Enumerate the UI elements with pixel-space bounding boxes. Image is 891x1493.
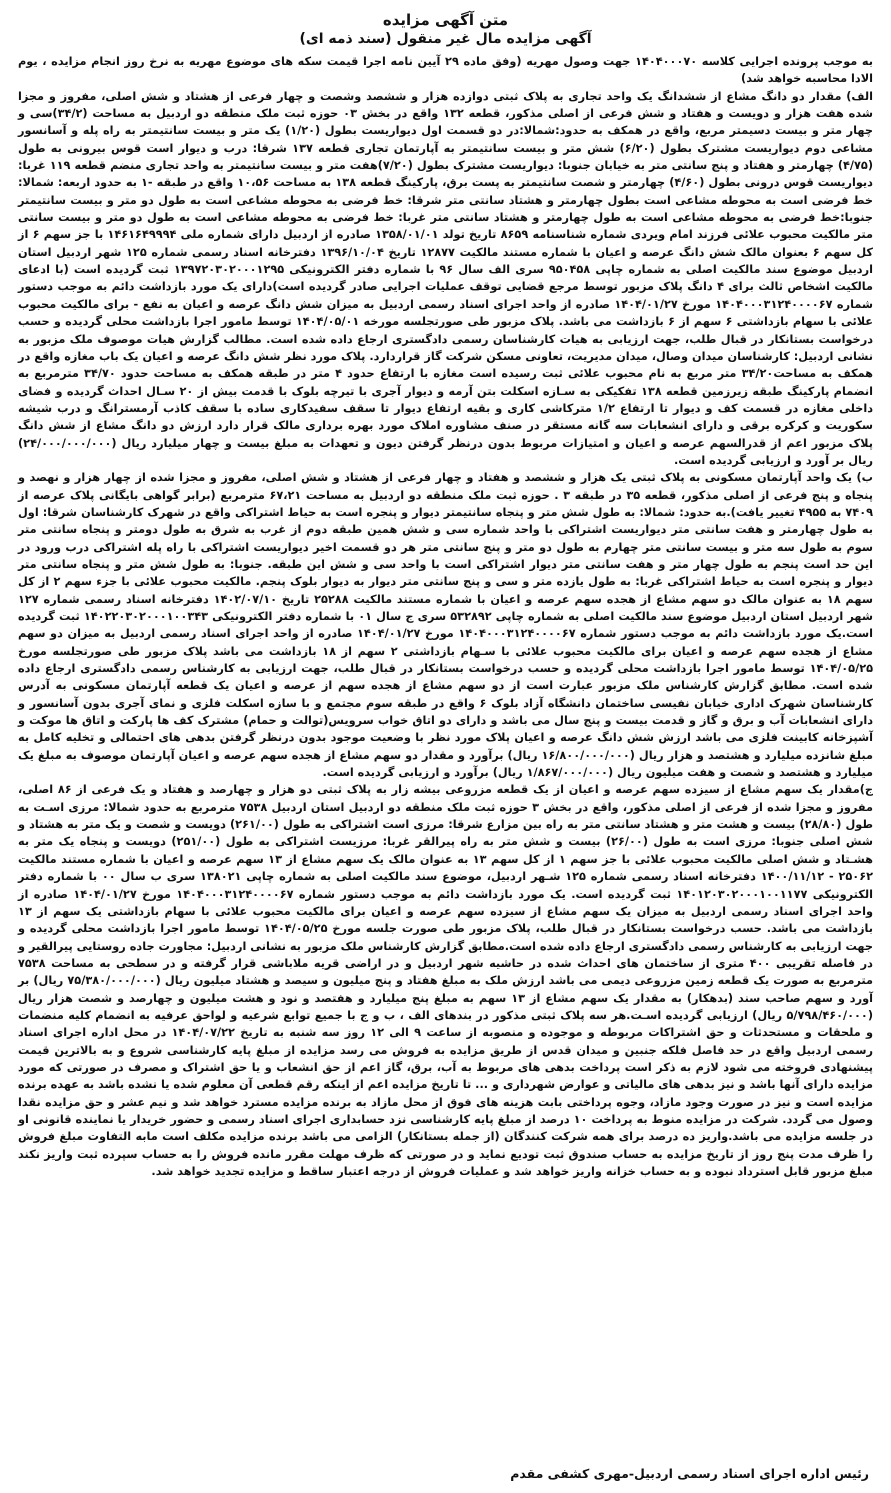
- notice-header: [18, 10, 873, 49]
- notice-title: متن آگهی مزایده: [382, 11, 509, 29]
- notice-subtitle: آگهی مزایده مال غیر منقول (سند ذمه ای): [299, 31, 592, 47]
- paragraph-a: الف) مقدار دو دانگ مشاع از ششدانگ یک واحد تجاری به پلاک ثبتی دوازده هزار و ششصد وشصت و چهار فرعی از هشتاد و شش اصلی، مفروز و مجزا شده هفت هزار و دویست و هفتاد و شش فرعی از اصلی مذکور، قطعه ۱۳۲ واقع در بخش ۰۳ حوزه ثبت ملک منطقه دو اردبیل به مساحت (۳۴/۲)سی و چهار متر و بیست دسیمتر مربع، واقع در همکف به حدود:شمالا:در دو قسمت اول دیواریست بطول (۱/۲۰) یک متر و بیست سانتیمتر به راه پله و آسانسور مشاعی دوم دیواریست مشترک بطول (۶/۲۰) شش متر و بیست سانتیمتر به آپارتمان تجاری قطعه ۱۳۷ شرقا: درب و دیوار است قوس بیرونی به طول (۴/۷۵) چهارمتر و هفتاد و پنج سانتی متر به خیابان جنوبا: دیواریست مشترک بطول (۷/۲۰)هفت متر و بیست سانتیمتر به واحد تجاری منضم قطعه ۱۱۹ غربا: دیواریست قوس درونی بطول (۴/۶۰) چهارمتر و شصت سانتیمتر به پست برق، پارکینگ قطعه ۱۳۸ به مساحت ۱۰،۵۶ واقع در طبقه -۱ به حدود اربعه: شمالا: خط فرضی است به محوطه مشاعی است بطول چهارمتر و هشتاد سانتی متر شرقا: خط فرضی به محوطه مشاعی است به طول دو متر و بیست سانتیمتر جنوبا:خط فرضی به محوطه مشاعی است به طول چهارمتر و هشتاد سانتی متر غربا: خط فرضی به محوطه مشاعی است به طول دو متر و بیست سانتی متر مالکیت محبوب علائی فرزند امام ویردی شماره شناسنامه ۸۶۵۹ تاریخ تولد ۱۳۵۸/۰۱/۰۱ صادره از اردبیل دارای شماره ملی ۱۴۶۱۶۴۹۹۹۴ با جز سهم ۶ از کل سهم ۶ بعنوان مالک شش دانگ عرصه و اعیان با شماره مستند مالکیت ۱۲۸۷۷ تاریخ ۱۳۹۶/۱۰/۰۴ دفترخانه اسناد رسمی شماره ۱۲۵ شهر اردبیل استان اردبیل موضوع سند مالکیت اصلی به شماره چاپی ۹۵۰۴۵۸ سری الف سال ۹۶ با شماره دفتر الکترونیکی ۱۳۹۷۲۰۳۰۲۰۰۰۱۲۹۵ ثبت گردیده است (با ادعای مالکیت اشخاص ثالث برای ۴ دانگ پلاک مزبور توسط مرجع قضایی توقف عملیات اجرایی صادر گردیده است)دارای یک مورد بازداشت دائم به موجب دستور شماره ۱۴۰۴۰۰۰۳۱۲۴۰۰۰۰۶۷ مورخ ۱۴۰۴/۰۱/۲۷ صادره از واحد اجرای اسناد رسمی اردبیل به میزان شش دانگ عرصه و اعیان به نفع - برای مالکیت محبوب علائی با سهام بازداشتی ۶ سهم از ۶ بازداشت می باشد. پلاک مزبور طی صورتجلسه مورخه ۱۴۰۴/۰۵/۰۱ توسط مامور اجرا بازداشت محلی گردیده و حسب درخواست بستانکار در قبال طلب، جهت ارزیابی به هیات کارشناسان رسمی دادگستری ارجاع داده شده است. مطالب گزارش هیات موصوف ملک مزبور به نشانی اردبیل: کارشناسان میدان وصال، میدان مدیریت، تعاونی مسکن شرکت گاز قراردارد. پلاک مورد نظر شش دانگ عرصه و اعیان یک باب مغازه واقع در همکف به مساحت۳۴/۲۰ متر مربع به نام محبوب علائی ثبت رسیده است مغازه با ارتفاع حدود ۴ متر در طبقه همکف به مساحت حدود ۳۴/۷۰ مترمربع به انضمام پارکینگ طبقه زیرزمین قطعه ۱۳۸ تفکیکی به سـازه اسکلت بتن آرمه و دیوار آجری با تیرچه بلوک با قدمت بیش از ۲۰ سـال احداث گردیده و فضای داخلی مغازه در قسمت کف و دیوار تا ارتفاع ۱/۲ مترکاشی کاری و بقیه ارتفاع دیوار تا سقف سفیدکاری ساده با سقف کاذب آرمسترانگ و درب شیشه سکوریت و کرکره برقی و دارای انشعابات سه گانه مستقر در صنف مشاوره املاک مورد بهره برداری مالک قرار دارد ارزش دو دانگ مشاع از شش دانگ پلاک مزبور اعم از قدرالسهم عرصه و اعیان و امتیازات مربوط بدون درنظر گرفتن دیون و تعهدات به مبلغ بیست و چهار میلیارد ریال (۲۴/۰۰۰/۰۰۰/۰۰۰) ریال بر آورد و ارزیابی گردیده است.: [18, 89, 874, 467]
- paragraph-b: ب) یک واحد آپارتمان مسکونی به پلاک ثبتی یک هزار و ششصد و هفتاد و چهار فرعی از هشتاد و شش اصلی، مفروز و مجزا شده از چهار هزار و نهصد و پنجاه و پنج فرعی از اصلی مذکور، قطعه ۳۵ در طبقه ۳ . حوزه ثبت ملک منطقه دو اردبیل به مساحت ۶۷،۲۱ مترمربع (برابر گواهی بایگانی پلاک عرصه از ۷۴۰۹ به ۴۹۵۵ تغییر یافت).به حدود: شمالا: به طول شش متر و پنجاه سانتیمتر دیوار و پنجره است به حیاط اشتراکی واقع در شهرک کارشناسان شرقا: اول به طول چهارمتر و هفت سانتی متر دیواریست اشتراکی با واحد شماره سی و شش همین طبقه دوم از غرب به شرق به طول دومتر و پنجاه سانتی متر سوم به طول سه متر و بیست سانتی متر چهارم به طول دو متر و پنج سانتی متر هر دو قسمت اخیر دیواریست اشتراکی با راه پله اشتراکی درب ورود در این حد است پنجم به طول چهار متر و هفت سانتی متر دیوار اشتراکی است با واحد سی و شش این طبقه. جنوبا: به طول شش متر و پنجاه سانتی متر دیوار و پنجره است به حیاط اشتراکی غربا: به طول یازده متر و سی و پنج سانتی متر دیوار به دیوار بلوک پنجم. مالکیت محبوب علائی با جزء سهم ۲ از کل سهم ۱۸ به عنوان مالک دو سهم مشاع از هجده سهم عرصه و اعیان با شماره مستند مالکیت ۲۵۲۸۸ تاریخ ۱۴۰۲/۰۷/۱۰ دفترخانه اسناد رسمی شماره ۱۲۷ شهر اردبیل استان اردبیل موضوع سند مالکیت اصلی به شماره چاپی ۵۳۲۸۹۲ سری ج سال ۰۱ با شماره دفتر الکترونیکی ۱۴۰۲۲۰۳۰۲۰۰۰۱۰۰۳۴۳ ثبت گردیده است.یک مورد بازداشت دائم به موجب دستور شماره ۱۴۰۴۰۰۰۳۱۲۴۰۰۰۰۶۷ مورخ ۱۴۰۴/۰۱/۲۷ صادره از واحد اجرای اسناد رسمی اردبیل به میزان دو سهم مشاع از هجده سهم عرصه و اعیان برای مالکیت محبوب علائی با سـهام بازداشتی ۲ سهم از ۱۸ بازداشت می باشد پلاک مزبور طی صورتجلسه مورخ ۱۴۰۴/۰۵/۲۵ توسط مامور اجرا بازداشت محلی گردیده و حسب درخواست بستانکار در قبال طلب، جهت ارزیابی به کارشناس رسمی دادگستری ارجاع داده شده است. مطابق گزارش کارشناس ملک مزبور عبارت است از دو سهم مشاع از هجده سهم از عرصه و اعیان یک قطعه آپارتمان مسکونی به آدرس کارشناسان شهرک اداری خیابان نفیسی ساختمان دانشگاه آزاد بلوک ۶ واقع در طبقه سوم مجتمع و با سازه اسکلت فلزی و نمای آجری بدون آسانسور و دارای انشعابات آب و برق و گاز و قدمت بیست و پنج سال می باشد و دارای دو اتاق خواب سرویس(توالت و حمام) مشترک کف ها پارکت و اتاق ها موکت و آشپزخانه کابینت فلزی می باشد ارزش شش دانگ عرصه و اعیان پلاک مورد نظر با وضعیت موجود بدون درنظر گرفتن بدهی های احتمالی و تخلیه کامل به مبلغ شانزده میلیارد و هشتصد و هزار ریال (۱۶/۸۰۰/۰۰۰/۰۰۰ ریال) برآورد و مقدار دو سهم مشاع از هجده سهم عرصه و اعیان آپارتمان موصوف به مبلغ یک میلیارد و هشتصد و شصت و هفت میلیون ریال (۱/۸۶۷/۰۰۰/۰۰۰ ریال) برآورد و ارزیابی گردیده است.: [18, 471, 873, 780]
- signature-line: رئیس اداره اجرای اسناد رسمی اردبیل-مهری کشفی مقدم: [510, 1466, 869, 1481]
- paragraph-c: ج)مقدار یک سهم مشاع از سیزده سهم عرصه و اعیان از یک قطعه مزروعی بیشه زار به پلاک ثبتی دو هزار و چهارصد و هفتاد و یک فرعی از ۸۶ اصلی، مفروز و مجزا شده از فرعی از اصلی مذکور، واقع در بخش ۳ حوزه ثبت ملک منطقه دو اردبیل استان اردبیل ۷۵۳۸ مترمربع به حدود شمالا: مرزی اسـت به طول (۲۸/۸۰) بیست و هشت متر و هشتاد سانتی متر به راه بین مزارع شرقا: مرزی است اشتراکی به طول (۲۶۱/۰۰) دویست و شصت و یک متر به هشتاد و شش اصلی جنوبا: مرزی است به طول (۲۶/۰۰) بیست و شش متر به راه پیرالقر غربا: مرزیست اشتراکی به طول (۲۵۱/۰۰) دویست و پنجاه یک متر به هشـتاد و شش اصلی مالکیت محبوب علائی با جز سهم ۱ از کل سهم ۱۳ به عنوان مالک یک سهم مشاع از ۱۳ سهم عرصه و اعیان با شماره مستند مالکیت ۲۵۰۶۲ - ۱۴۰۰/۱۱/۱۲ دفترخانه اسناد رسمی شماره ۱۲۵ شـهر اردبیل، موضوع سند مالکیت اصلی به شماره چاپی ۱۳۸۰۲۱ سری ب سال ۰۰ با شماره دفتر الکترونیکی ۱۴۰۱۲۰۳۰۲۰۰۰۱۰۰۱۱۷۷ ثبت گردیده است. یک مورد بازداشت دائم به موجب دستور شماره ۱۴۰۴۰۰۰۳۱۲۴۰۰۰۰۶۷ مورخ ۱۴۰۴/۰۱/۲۷ صادره از واحد اجرای اسناد رسمی اردبیل به میزان یک سهم مشاع از سیزده سهم عرصه و اعیان برای مالکیت محبوب علائی با سهام بازداشتی یک سهم از ۱۳ بازداشت می باشد. حسب درخواست بستانکار در قبال طلب، پلاک مزبور طی صورت جلسه مورخ ۱۴۰۴/۰۵/۲۵ توسط مامور اجرا بازداشت محلی گردیده و جهت ارزیابی به کارشناس رسمی دادگستری ارجاع داده شده است.مطابق گزارش کارشناس ملک مزبور به نشانی اردبیل: مجاورت جاده روستایی پیرالقیر و در فاصله تقریبی ۴۰۰ متری از ساختمان های احداث شده در حاشیه شهر اردبیل و در اراضی قریه ملاباشی قرار گرفته و در سطحی به مساحت ۷۵۳۸ مترمربع به صورت یک قطعه زمین مزروعی دیمی می باشد ارزش ملک به مبلغ هفتاد و پنج میلیون و سیصد و هشتاد میلیون ریال (۷۵/۳۸۰/۰۰۰/۰۰۰ ریال) بر آورد و سهم صاحب سند (بدهکار) به مقدار یک سهم مشاع از ۱۳ سهم به مبلغ پنج میلیارد و هفتصد و نود و هشت میلیون و چهارصد و شصت هزار ریال (۵/۷۹۸/۴۶۰/۰۰۰ ریال) ارزیابی گردیده اسـت.هر سه پلاک ثبتی مذکور در بندهای الف ، ب و ج با جمیع توابع شرعیه و لواحق عرفیه به انضمام کلیه منضمات و ملحقات و مستحدثات و حق اشتراکات مربوطه و موجوده و منصوبه از ساعت ۹ الی ۱۲ روز سه شنبه به تاریخ ۱۴۰۴/۰۷/۲۲ در محل اداره اجرای اسناد رسمی اردبیل واقع در حد فاصل فلکه جنبین و میدان قدس از طریق مزایده به فروش می رسد مزایده از مبلغ پایه کارشناسی شروع و به بالاترین قیمت پیشنهادی فروخته می شود لازم به ذکر است پرداخت بدهی های مربوط به آب، برق، گاز اعم از حق انشعاب و یا حق اشتراک و مصرف در صورتی که مورد مزایده دارای آنها باشد و نیز بدهی های مالیاتی و عوارض شهرداری و ... تا تاریخ مزایده اعم از اینکه رقم قطعی آن معلوم شده یا نشده باشد به عهده برنده مزایده است و نیز در صورت وجود مازاد، وجوه پرداختی بابت هزینه های فوق از محل مازاد به برنده مزایده مسترد خواهد شد و نیم عشر و حق مزایده نقدا وصول می گردد. شرکت در مزایده منوط به پرداخت ۱۰ درصد از مبلغ پایه کارشناسی نزد حسابداری اجرای اسناد رسمی و حضور خریدار یا نماینده قانونی او در جلسه مزایده می باشد.واریز ده درصد برای همه شرکت کنندگان (از جمله بستانکار) الزامی می باشد برنده مزایده مکلف است مابه التفاوت مبلغ فروش را ظرف مدت پنج روز از تاریخ مزایده به حساب صندوق ثبت تودیع نماید و در صورتی که ظرف مهلت مقرر مانده فروش را به حساب سپرده ثبت واریز نکند مبلغ مزبور قابل استرداد نبوده و به حساب خزانه واریز خواهد شد و عملیات فروش از درجه اعتبار ساقط و مزایده تجدید خواهد شد.: [18, 783, 874, 1178]
- notice-body: [18, 53, 873, 1180]
- intro-paragraph: به موجب پرونده اجرایی کلاسه ۱۴۰۴۰۰۰۷۰ جهت وصول مهریه (وفق ماده ۲۹ آیین نامه اجرا قیمت سکه های موضوع مهریه به نرخ روز انجام مزایده ، یوم الادا محاسبه خواهد شد): [18, 55, 873, 86]
